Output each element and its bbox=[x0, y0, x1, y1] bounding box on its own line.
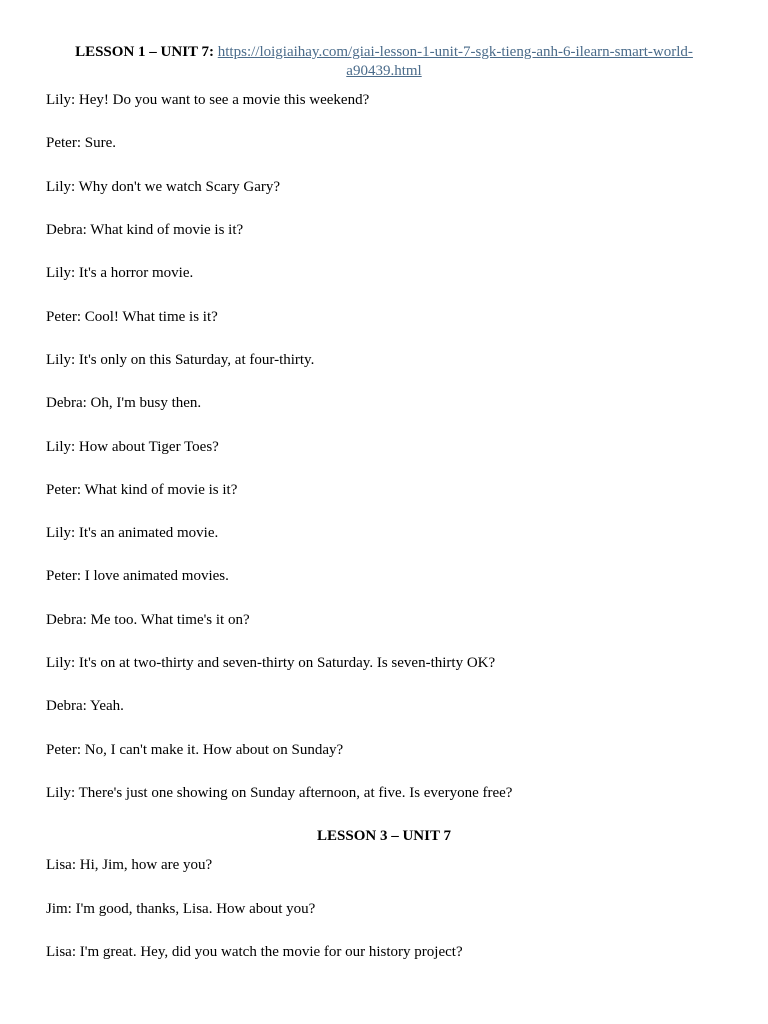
dialogue-line: Lily: It's on at two-thirty and seven-thirty on Saturday. Is seven-thirty OK? bbox=[46, 655, 496, 671]
dialogue-line: Lily: It's a horror movie. bbox=[46, 265, 194, 281]
dialogue-line: Peter: What kind of movie is it? bbox=[46, 482, 238, 498]
dialogue-line: Peter: No, I can't make it. How about on Sunday? bbox=[46, 742, 344, 758]
dialogue-line: Lisa: Hi, Jim, how are you? bbox=[46, 857, 213, 873]
lesson-1-heading bbox=[46, 43, 722, 81]
dialogue-line: Debra: Yeah. bbox=[46, 698, 124, 714]
dialogue-line: Lily: There's just one showing on Sunday afternoon, at five. Is everyone free? bbox=[46, 785, 513, 801]
dialogue-line: Jim: I'm good, thanks, Lisa. How about you? bbox=[46, 901, 316, 917]
dialogue-line: Lisa: I'm great. Hey, did you watch the movie for our history project? bbox=[46, 944, 463, 960]
lesson-3-heading bbox=[46, 827, 722, 846]
dialogue-line: Debra: What kind of movie is it? bbox=[46, 222, 244, 238]
dialogue-line: Debra: Oh, I'm busy then. bbox=[46, 395, 202, 411]
lesson-1-title: LESSON 1 – UNIT 7: bbox=[75, 44, 215, 60]
dialogue-line: Lily: Hey! Do you want to see a movie this weekend? bbox=[46, 92, 370, 108]
dialogue-line: Lily: Why don't we watch Scary Gary? bbox=[46, 179, 281, 195]
dialogue-line: Peter: Cool! What time is it? bbox=[46, 309, 218, 325]
dialogue-line: Peter: I love animated movies. bbox=[46, 568, 229, 584]
dialogue-line: Peter: Sure. bbox=[46, 135, 116, 151]
dialogue-line: Debra: Me too. What time's it on? bbox=[46, 612, 250, 628]
dialogue-line: Lily: It's only on this Saturday, at four-thirty. bbox=[46, 352, 315, 368]
lesson-1-link[interactable]: https://loigiaihay.com/giai-lesson-1-unit-7-sgk-tieng-anh-6-ilearn-smart-world-a90439.html bbox=[217, 44, 693, 79]
dialogue-line: Lily: How about Tiger Toes? bbox=[46, 439, 219, 455]
dialogue-line: Lily: It's an animated movie. bbox=[46, 525, 219, 541]
lesson-3-title: LESSON 3 – UNIT 7 bbox=[317, 828, 451, 844]
